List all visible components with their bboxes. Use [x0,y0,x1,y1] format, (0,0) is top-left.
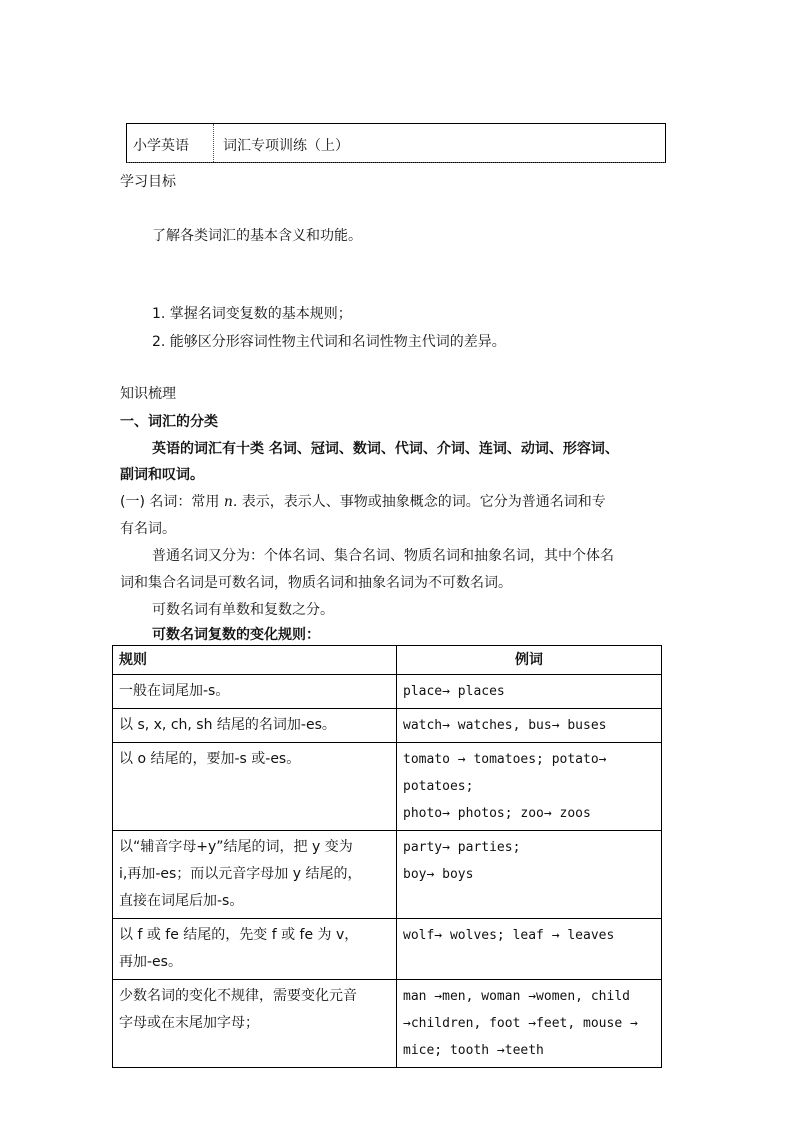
topic-label: 词汇专项训练（上） [223,138,349,154]
column-header-rule: 规则 [113,646,397,675]
rule-text-line: 一般在词尾加-s。 [119,683,230,699]
example-cell [397,980,662,1068]
subject-label: 小学英语 [133,138,189,154]
example-text-line: tomato → tomatoes; potato→ [403,752,607,767]
table-row [113,709,662,743]
knowledge-title: 知识梳理 [120,386,176,402]
rule-text-line: 少数名词的变化不规律，需要变化元音 [119,988,357,1004]
common-noun-line-2: 词和集合名词是可数名词，物质名词和抽象名词为不可数名词。 [120,575,512,591]
example-text-line: place→ places [403,684,505,699]
example-text-line: watch→ watches, bus→ buses [403,718,607,733]
column-header-example: 例词 [397,646,662,675]
learning-goal-text: 了解各类词汇的基本含义和功能。 [152,228,362,244]
example-text-line: potatoes; [403,779,474,794]
learning-goals-title: 学习目标 [120,174,176,190]
rule-text-line: 以“辅音字母+y”结尾的词，把 y 变为 [119,839,353,855]
table-row [113,743,662,831]
rule-text-line: 字母或在末尾加字母； [119,1015,259,1031]
rule-cell [113,709,397,743]
example-text-line: boy→ boys [403,867,474,882]
header-bottom-rule [127,162,665,163]
rule-cell [113,831,397,919]
example-text-line: mice; tooth →teeth [403,1043,544,1058]
example-text-line: →children, foot →feet, mouse → [403,1016,638,1031]
table-row [113,980,662,1068]
example-text-line: wolf→ wolves; leaf → leaves [403,928,615,943]
example-cell [397,743,662,831]
section-heading: 一、词汇的分类 [120,414,218,430]
example-cell [397,709,662,743]
goal-item-1: 1. 掌握名词变复数的基本规则； [152,306,352,322]
noun-definition-line-1 [120,491,606,511]
plural-rules-title: 可数名词复数的变化规则： [152,627,320,643]
noun-abbreviation: n. [223,494,238,510]
plural-rules-table [112,645,662,1068]
header-box [126,123,666,163]
intro-line-1: 英语的词汇有十类 名词、冠词、数词、代词、介词、连词、动词、形容词、 [152,441,619,457]
example-text-line: party→ parties; [403,840,521,855]
rule-text-line: 以 f 或 fe 结尾的，先变 f 或 fe 为 v， [119,927,359,943]
noun-definition-line-2: 有名词。 [120,521,176,537]
rule-cell [113,919,397,980]
header-divider [213,124,214,162]
example-cell [397,831,662,919]
table-header-row [113,646,662,675]
example-text-line: photo→ photos; zoo→ zoos [403,806,591,821]
example-cell [397,675,662,709]
noun-definition-suffix: 表示，表示人、事物或抽象概念的词。它分为普通名词和专 [241,494,606,510]
rule-cell [113,743,397,831]
rule-text-line: 直接在词尾后加-s。 [119,893,244,909]
rule-text-line: 再加-es。 [119,954,182,970]
rule-text-line: i,再加-es；而以元音字母加 y 结尾的， [119,866,362,882]
rule-cell [113,675,397,709]
intro-line-2: 副词和叹词。 [120,467,204,483]
countable-noun-text: 可数名词有单数和复数之分。 [152,602,334,618]
table-row [113,675,662,709]
rule-text-line: 以 s, x, ch, sh 结尾的名词加-es。 [119,717,336,733]
noun-definition-prefix: (一) 名词：常用 [120,494,220,510]
example-text-line: man →men, woman →women, child [403,989,630,1004]
table-row [113,919,662,980]
example-cell [397,919,662,980]
rule-text-line: 以 o 结尾的，要加-s 或-es。 [119,751,301,767]
goal-item-2: 2. 能够区分形容词性物主代词和名词性物主代词的差异。 [152,334,506,350]
rule-cell [113,980,397,1068]
table-row [113,831,662,919]
common-noun-line-1: 普通名词又分为：个体名词、集合名词、物质名词和抽象名词，其中个体名 [152,548,614,564]
